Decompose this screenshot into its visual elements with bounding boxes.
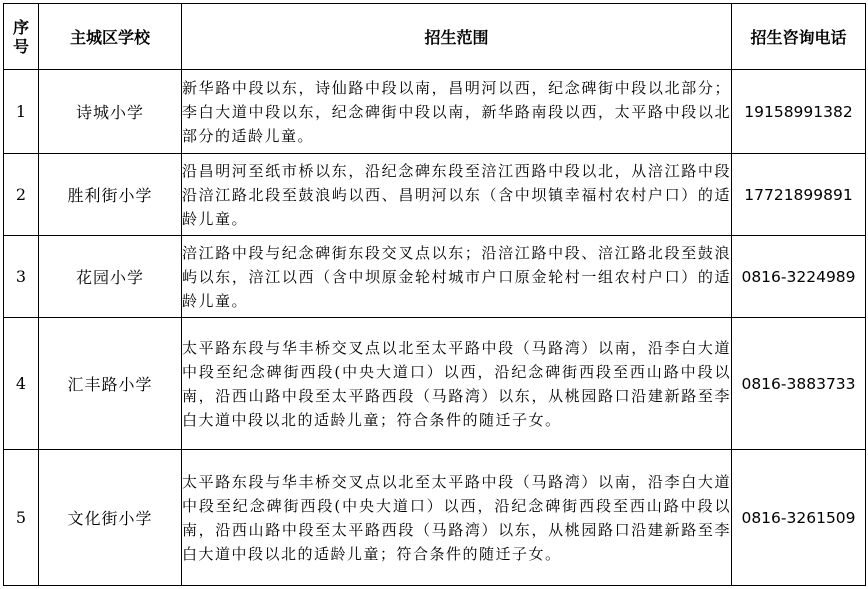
contact-phone: 0816-3883733 (732, 318, 866, 450)
header-seq-top: 序 (12, 17, 29, 37)
header-school: 主城区学校 (39, 4, 182, 70)
header-row (4, 4, 866, 70)
contact-phone: 17721899891 (732, 154, 866, 236)
contact-phone: 0816-3224989 (732, 236, 866, 318)
enrollment-scope: 新华路中段以东，诗仙路中段以南，昌明河以西，纪念碑街中段以北部分；李白大道中段以东，纪念碑街中段以南，新华路南段以西，太平路中段以北部分的适龄儿童。 (182, 70, 732, 154)
table-row (4, 318, 866, 450)
school-name: 胜利街小学 (39, 154, 182, 236)
header-seq (4, 4, 39, 70)
row-number: 4 (4, 318, 39, 450)
enrollment-scope: 沿昌明河至纸市桥以东，沿纪念碑东段至涪江西路中段以北，从涪江路中段沿涪江路北段至鼓浪屿以西、昌明河以东（含中坝镇幸福村农村户口）的适龄儿童。 (182, 154, 732, 236)
school-name: 诗城小学 (39, 70, 182, 154)
row-number: 1 (4, 70, 39, 154)
header-scope: 招生范围 (182, 4, 732, 70)
school-name: 文化街小学 (39, 450, 182, 586)
row-number: 2 (4, 154, 39, 236)
row-number: 3 (4, 236, 39, 318)
header-seq-bottom: 号 (12, 36, 29, 56)
enrollment-scope: 太平路东段与华丰桥交叉点以北至太平路中段（马路湾）以南，沿李白大道中段至纪念碑街西段(中央大道口）以西，沿纪念碑街西段至西山路中段以南，沿西山路中段至太平路西段（马路湾）以东，从桃园路口沿建新路至李白大道中段以北的适龄儿童；符合条件的随迁子女。 (182, 318, 732, 450)
table-row (4, 236, 866, 318)
contact-phone: 19158991382 (732, 70, 866, 154)
header-phone: 招生咨询电话 (732, 4, 866, 70)
enrollment-scope: 涪江路中段与纪念碑街东段交叉点以东；沿涪江路中段、涪江路北段至鼓浪屿以东，涪江以西（含中坝原金轮村城市户口原金轮村一组农村户口）的适龄儿童。 (182, 236, 732, 318)
enrollment-scope: 太平路东段与华丰桥交叉点以北至太平路中段（马路湾）以南，沿李白大道中段至纪念碑街西段(中央大道口）以西，沿纪念碑街西段至西山路中段以南，沿西山路中段至太平路西段（马路湾）以东，从桃园路口沿建新路至李白大道中段以北的适龄儿童；符合条件的随迁子女。 (182, 450, 732, 586)
table-row (4, 70, 866, 154)
row-number: 5 (4, 450, 39, 586)
table-row (4, 154, 866, 236)
table-row (4, 450, 866, 586)
school-name: 花园小学 (39, 236, 182, 318)
enrollment-table (3, 3, 866, 586)
contact-phone: 0816-3261509 (732, 450, 866, 586)
school-name: 汇丰路小学 (39, 318, 182, 450)
